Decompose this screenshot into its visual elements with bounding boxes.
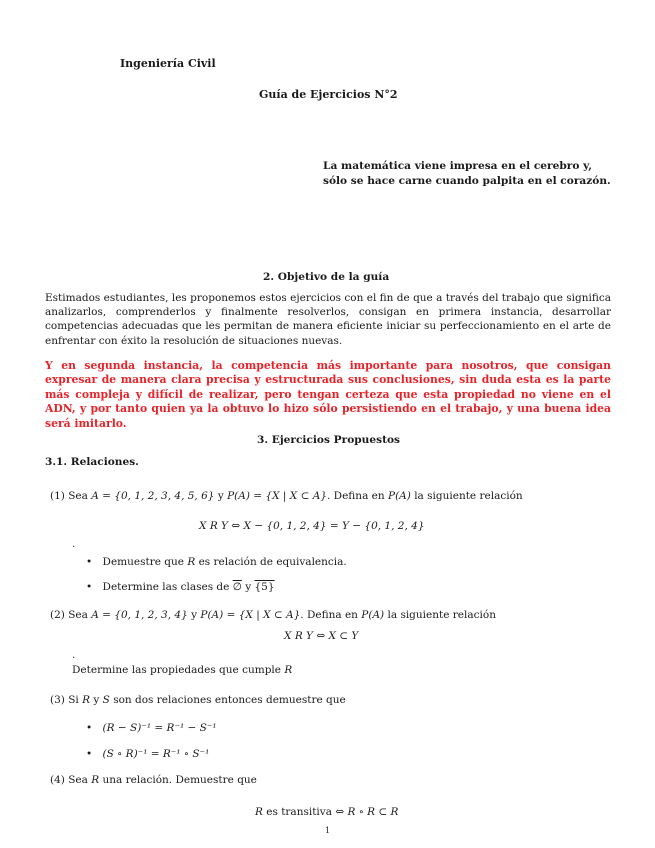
text: la siguiente relación <box>387 609 496 621</box>
quote-line-2: sólo se hace carne cuando palpita en el corazón. <box>323 175 611 187</box>
text: son dos relaciones entonces demuestre que <box>113 694 346 706</box>
exercise-2-task <box>72 664 292 676</box>
exercise-number: (2) <box>50 609 65 621</box>
set-a: A = {0, 1, 2, 3, 4, 5, 6} <box>91 490 215 502</box>
exercise-1-formula: X R Y ⇔ X − {0, 1, 2, 4} = Y − {0, 1, 2, 4} <box>199 520 425 532</box>
empty-set-class: ∅ <box>232 581 242 593</box>
text: es transitiva <box>266 806 332 818</box>
power-set: P(A) = {X | X ⊂ A} <box>227 490 327 502</box>
relation-r: R <box>91 774 100 786</box>
text: Demuestre que <box>102 556 184 568</box>
set-five-class: {5} <box>254 581 275 593</box>
power-set-ref: P(A) <box>388 490 411 502</box>
quote-line-1: La matemática viene impresa en el cerebro y, <box>323 160 592 172</box>
power-set: P(A) = {X | X ⊂ A} <box>200 609 301 621</box>
page-title: Guía de Ejercicios N°2 <box>259 88 398 101</box>
exercise-4-formula <box>255 806 398 818</box>
formula: ⇔ R ∘ R ⊂ R <box>335 806 399 818</box>
dot: . <box>72 538 76 550</box>
exercise-3-bullet-2 <box>86 748 209 760</box>
text: y <box>93 694 100 706</box>
text: Sea <box>68 490 88 502</box>
exercise-3-statement <box>50 694 346 706</box>
relation-r: R <box>284 664 293 676</box>
power-set-ref: P(A) <box>361 609 385 621</box>
exercise-1-statement <box>50 490 523 502</box>
subsection-heading: 3.1. Relaciones. <box>45 456 139 468</box>
section-2-heading: 2. Objetivo de la guía <box>263 271 390 283</box>
relation-r: R <box>82 694 91 706</box>
exercise-1-bullet-2 <box>86 581 275 593</box>
text: . Defina en <box>327 490 385 502</box>
text: es relación de equivalencia. <box>198 556 347 568</box>
text: . Defina en <box>300 609 358 621</box>
exercise-2-formula: X R Y ⇔ X ⊂ Y <box>284 630 359 642</box>
objective-paragraph: Estimados estudiantes, les proponemos estos ejercicios con el fin de que a través del trabajo que significa analizarlos, comprenderlos y finalmente resolverlos, consigan en primera instancia, desarrollar competencias adecuadas que les permitan de manera eficiente iniciar su perfeccionamiento en el arte de enfrentar con éxito la resolución de situaciones nuevas. <box>45 292 611 347</box>
set-a: A = {0, 1, 2, 3, 4} <box>91 609 188 621</box>
exercise-3-bullet-1 <box>86 722 217 734</box>
text: una relación. Demuestre que <box>102 774 257 786</box>
identity-1: (R − S)⁻¹ = R⁻¹ − S⁻¹ <box>102 722 217 734</box>
exercise-number: (4) <box>50 774 65 786</box>
exercise-number: (1) <box>50 490 65 502</box>
text: Si <box>68 694 79 706</box>
section-3-heading: 3. Ejercicios Propuestos <box>257 434 400 446</box>
relation-r: R <box>255 806 263 818</box>
relation-r: R <box>187 556 196 568</box>
text: y <box>245 581 252 593</box>
identity-2: (S ∘ R)⁻¹ = R⁻¹ ∘ S⁻¹ <box>102 748 210 760</box>
page-number: 1 <box>325 826 331 835</box>
text: Determine las propiedades que cumple <box>72 664 281 676</box>
text: Sea <box>68 609 88 621</box>
dot: . <box>72 649 76 661</box>
text: y <box>217 490 224 502</box>
exercise-4-statement <box>50 774 257 786</box>
text: la siguiente relación <box>414 490 523 502</box>
highlight-paragraph: Y en segunda instancia, la competencia más importante para nosotros, que consigan expresar de manera clara precisa y estructurada sus conclusiones, sin duda esta es la parte más compleja y difícil de realizar, pero tengan certeza que esta propiedad no viene en el ADN, y por tanto quien ya la obtuvo lo hizo sólo persistiendo en el trabajo, y una buena idea será imitarlo. <box>45 359 611 430</box>
text: Determine las clases de <box>102 581 230 593</box>
exercise-2-statement <box>50 609 496 621</box>
relation-s: S <box>102 694 110 706</box>
exercise-number: (3) <box>50 694 65 706</box>
text: Sea <box>68 774 88 786</box>
exercise-1-bullet-1 <box>86 556 347 568</box>
institution-name: Ingeniería Civil <box>120 57 216 70</box>
text: y <box>191 609 198 621</box>
